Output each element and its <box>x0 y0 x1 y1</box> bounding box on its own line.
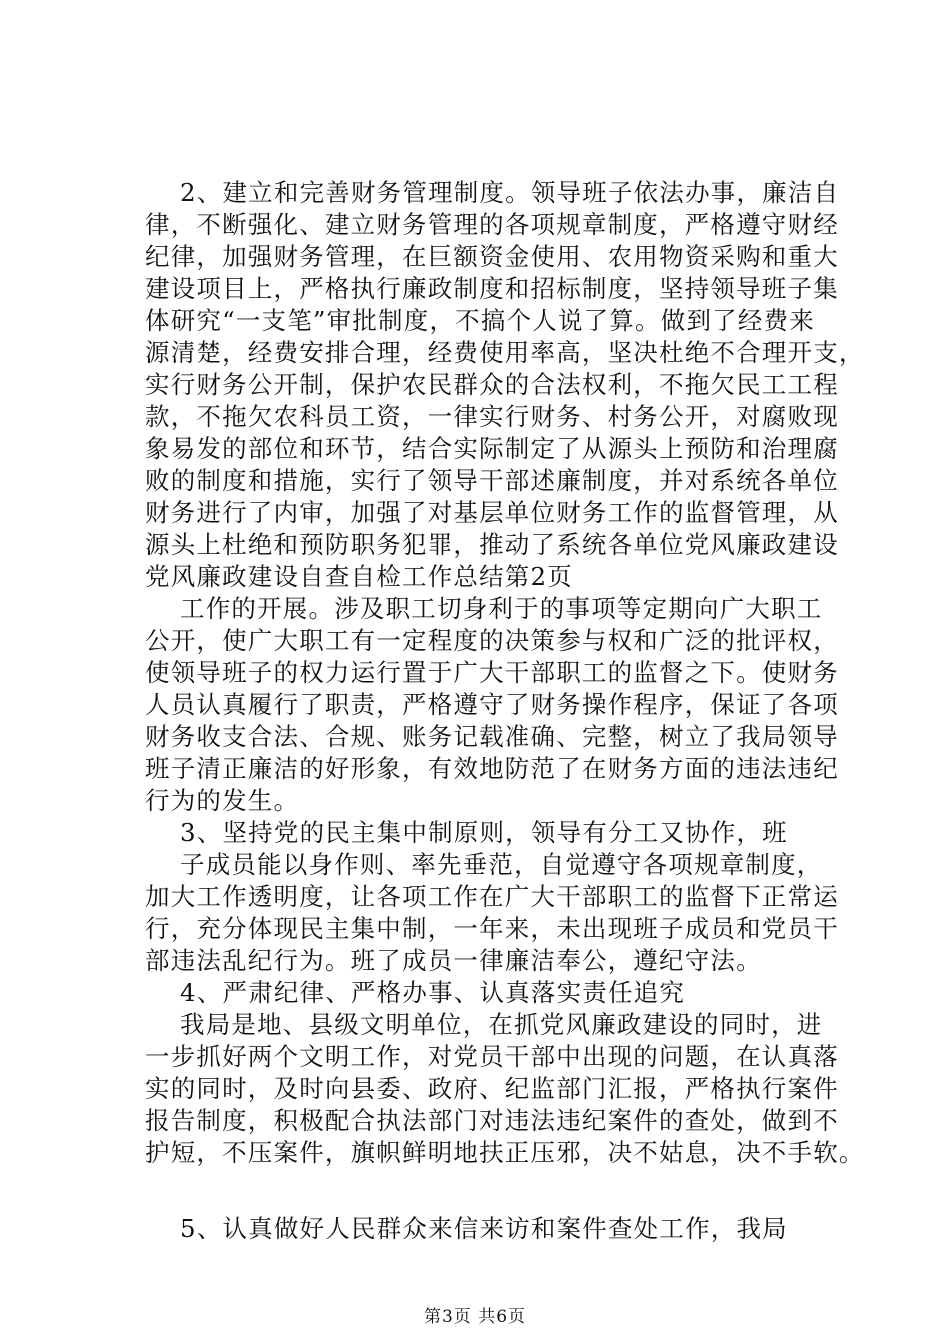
text-line: 我局是地、县级文明单位，在抓党风廉政建设的同时，进 <box>180 1010 823 1039</box>
text-line: 班子清正廉洁的好形象，有效地防范了在财务方面的违法违纪 <box>145 754 839 783</box>
text-line: 部违法乱纪行为。班了成员一律廉洁奉公，遵纪守法。 <box>145 946 762 975</box>
text-line: 纪律，加强财务管理，在巨额资金使用、农用物资采购和重大 <box>145 242 839 271</box>
text-line: 行为的发生。 <box>145 786 300 815</box>
text-line: 行，充分体现民主集中制，一年来，未出现班子成员和党员干 <box>145 914 839 943</box>
text-line: 公开，使广大职工有一定程度的决策参与权和广泛的批评权， <box>145 626 839 655</box>
text-line: 人员认真履行了职责，严格遵守了财务操作程序，保证了各项 <box>145 690 839 719</box>
text-line: 源头上杜绝和预防职务犯罪，推动了系统各单位党风廉政建设 <box>145 530 839 559</box>
text-line: 败的制度和措施，实行了领导干部述廉制度，并对系统各单位 <box>145 466 839 495</box>
text-line: 象易发的部位和环节，结合实际制定了从源头上预防和治理腐 <box>145 434 839 463</box>
text-line: 款，不拖欠农科员工资，一律实行财务、村务公开，对腐败现 <box>145 402 839 431</box>
text-line: 一步抓好两个文明工作，对党员干部中出现的问题，在认真落 <box>145 1042 839 1071</box>
page-footer: 第3页 共6页 <box>423 1307 527 1327</box>
text-line: 源清楚，经费安排合理，经费使用率高，坚决杜绝不合理开支， <box>145 338 865 367</box>
text-line: 财务进行了内审，加强了对基层单位财务工作的监督管理，从 <box>145 498 839 527</box>
text-line: 实的同时，及时向县委、政府、纪监部门汇报，严格执行案件 <box>145 1074 839 1103</box>
text-line: 财务收支合法、合规、账务记载准确、完整，树立了我局领导 <box>145 722 839 751</box>
text-line: 5、认真做好人民群众来信来访和案件查处工作，我局 <box>180 1214 788 1243</box>
page-reference-line: 党风廉政建设自查自检工作总结第2页 <box>145 562 573 591</box>
text-line: 体研究“一支笔”审批制度，不搞个人说了算。做到了经费来 <box>145 306 815 335</box>
text-line: 工作的开展。涉及职工切身利于的事项等定期向广大职工 <box>180 594 823 623</box>
text-line: 报告制度，积极配合执法部门对违法违纪案件的查处，做到不 <box>145 1106 839 1135</box>
text-line: 子成员能以身作则、率先垂范，自觉遵守各项规章制度， <box>180 850 823 879</box>
text-line: 使领导班子的权力运行置于广大干部职工的监督之下。使财务 <box>145 658 839 687</box>
text-line: 实行财务公开制，保护农民群众的合法权利，不拖欠民工工程 <box>145 370 839 399</box>
text-line: 3、坚持党的民主集中制原则，领导有分工又协作，班 <box>180 818 788 847</box>
text-line: 2、建立和完善财务管理制度。领导班子依法办事，廉洁自 <box>180 178 840 207</box>
text-line: 护短，不压案件，旗帜鲜明地扶正压邪，决不姑息，决不手软。 <box>145 1138 865 1167</box>
text-line: 建设项目上，严格执行廉政制度和招标制度，坚持领导班子集 <box>145 274 839 303</box>
section-heading-line: 4、严肃纪律、严格办事、认真落实责任追究 <box>180 978 686 1007</box>
text-line: 律，不断强化、建立财务管理的各项规章制度，严格遵守财经 <box>145 210 839 239</box>
text-line: 加大工作透明度，让各项工作在广大干部职工的监督下正常运 <box>145 882 839 911</box>
